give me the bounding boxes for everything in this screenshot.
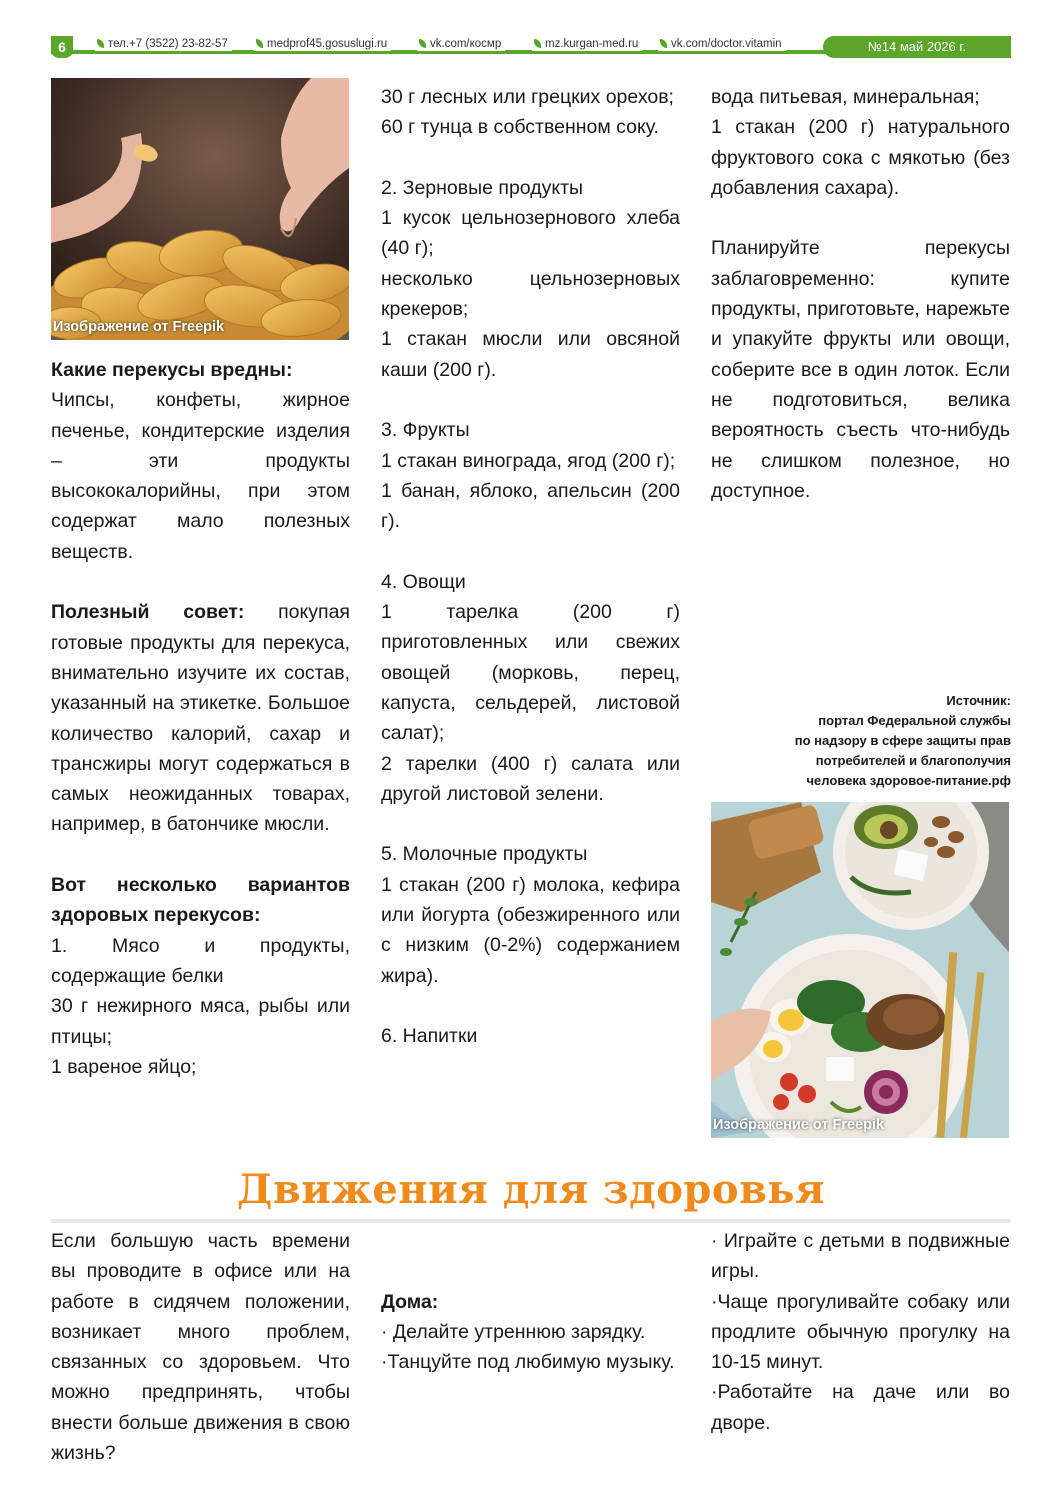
section2-column-3: [711, 1226, 1010, 1438]
header-link-vk-kosmr[interactable]: [417, 37, 505, 51]
source-note: [711, 691, 1011, 791]
option-2-item: несколько цельнозерновых крекеров;: [381, 267, 680, 321]
column-2: [381, 82, 680, 1052]
home-tip: · Играйте с детьми в подвижные игры.: [711, 1230, 1010, 1283]
leaf-icon: [97, 39, 104, 48]
section-rule: [51, 1219, 1011, 1223]
leaf-icon: [534, 39, 541, 48]
column-1: [51, 355, 350, 1082]
option-4-item: 2 тарелки (400 г) салата или другой листовой зелени.: [381, 752, 680, 805]
healthy-food-illustration: [711, 802, 1009, 1138]
section-title: Движения для здоровья: [236, 1166, 826, 1213]
home-tip: ·Работайте на даче или во дворе.: [711, 1381, 1010, 1434]
header-link-text: mz.kurgan-med.ru: [545, 38, 639, 50]
option-1-item: 60 г тунца в собственном соку.: [381, 116, 659, 139]
option-1-title: 1. Мясо и продукты, содержащие белки: [51, 934, 350, 987]
harmful-snacks-text: Чипсы, конфеты, жирное печенье, кондитерские изделия – эти продукты высококалорийны, при этом содержат мало полезных веществ.: [51, 389, 350, 563]
leaf-icon: [419, 39, 426, 48]
option-5-title: 5. Молочные продукты: [381, 843, 588, 866]
healthy-food-photo: [711, 802, 1009, 1138]
leaf-icon: [256, 39, 263, 48]
home-heading: Дома:: [381, 1290, 439, 1313]
header-link-vk-doctor[interactable]: [658, 37, 786, 51]
source-line: по надзору в сфере защиты прав: [794, 733, 1011, 748]
home-tip: ·Танцуйте под любимую музыку.: [381, 1351, 675, 1374]
option-2-item: 1 стакан мюсли или овсяной каши (200 г).: [381, 328, 680, 381]
section2-column-2: [381, 1226, 680, 1377]
source-line: портал Федеральной службы: [818, 713, 1011, 728]
column-3: [711, 82, 1010, 506]
source-line: человека здоровое-питание.рф: [806, 773, 1011, 788]
header-link-medprof[interactable]: [254, 37, 391, 51]
harmful-snacks-heading: Какие перекусы вредны:: [51, 359, 293, 381]
option-5-item: 1 стакан (200 г) молока, кефира или йогурта (обезжиренного или с низким (0-2%) содержанием жира).: [381, 873, 680, 987]
option-2-item: 1 кусок цельнозернового хлеба (40 г);: [381, 207, 680, 260]
home-tip: ·Чаще прогуливайте собаку или продлите обычную прогулку на 10-15 минут.: [711, 1290, 1010, 1374]
home-tip: · Делайте утреннюю зарядку.: [381, 1320, 646, 1343]
page-header: [51, 36, 1011, 58]
photo-credit: Изображение от Freepik: [713, 1117, 885, 1133]
useful-tip-text: покупая готовые продукты для перекуса, внимательно изучите их состав, указанный на этикетке. Большое количество калорий, сахар и трансжиры могут содержаться в самых неожиданных товарах, например, в батончике мюсли.: [51, 601, 350, 836]
option-6-item: вода питьевая, минеральная;: [711, 86, 980, 108]
option-1-item: 30 г лесных или грецких орехов;: [381, 86, 674, 108]
header-phone-text: тел.+7 (3522) 23-82-57: [108, 38, 228, 50]
option-3-title: 3. Фрукты: [381, 419, 470, 442]
chips-photo: [51, 78, 349, 340]
leaf-icon: [660, 39, 667, 48]
option-4-title: 4. Овощи: [381, 570, 466, 593]
section2-column-1: [51, 1226, 350, 1468]
option-6-title: 6. Напитки: [381, 1025, 478, 1048]
source-line: потребителей и благополучия: [815, 753, 1011, 768]
source-label: Источник:: [946, 693, 1011, 708]
issue-badge: №14 май 2026 г.: [823, 36, 1011, 58]
option-3-item: 1 банан, яблоко, апельсин (200 г).: [381, 479, 680, 533]
option-6-item: 1 стакан (200 г) натурального фруктового сока с мякотью (без добавления сахара).: [711, 116, 1010, 199]
option-3-item: 1 стакан винограда, ягод (200 г);: [381, 449, 676, 472]
healthy-options-heading: Вот несколько вариантов здоровых перекусов:: [51, 874, 350, 927]
header-link-text: vk.com/космр: [430, 38, 502, 50]
movement-intro: Если большую часть времени вы проводите в офисе или на работе в сидячем положении, возникает много проблем, связанных со здоровьем. Что можно предпринять, чтобы внести больше движения в свою жизнь?: [51, 1230, 350, 1465]
header-link-text: vk.com/doctor.vitamin: [671, 38, 782, 50]
option-4-item: 1 тарелка (200 г) приготовленных или свежих овощей (морковь, перец, капуста, сельдерей, листовой салат);: [381, 601, 680, 745]
option-1-item: 1 вареное яйцо;: [51, 1055, 197, 1078]
option-2-title: 2. Зерновые продукты: [381, 176, 584, 199]
option-1-item: 30 г нежирного мяса, рыбы или птицы;: [51, 995, 350, 1048]
page-number: 6: [51, 36, 73, 58]
planning-text: Планируйте перекусы заблаговременно: купите продукты, приготовьте, нарежьте и упакуйте фрукты или овощи, соберите все в один лоток. Если не подготовиться, велика вероятность съесть что-нибудь не слишком полезное, но доступное.: [711, 237, 1010, 502]
photo-credit: Изображение от Freepik: [53, 319, 225, 335]
useful-tip-label: Полезный совет:: [51, 601, 245, 624]
header-link-text: medprof45.gosuslugi.ru: [267, 38, 388, 50]
header-phone: [95, 37, 232, 51]
chips-illustration: [51, 78, 349, 340]
useful-tip: [51, 597, 350, 839]
header-link-kurgan-med[interactable]: [532, 37, 642, 51]
